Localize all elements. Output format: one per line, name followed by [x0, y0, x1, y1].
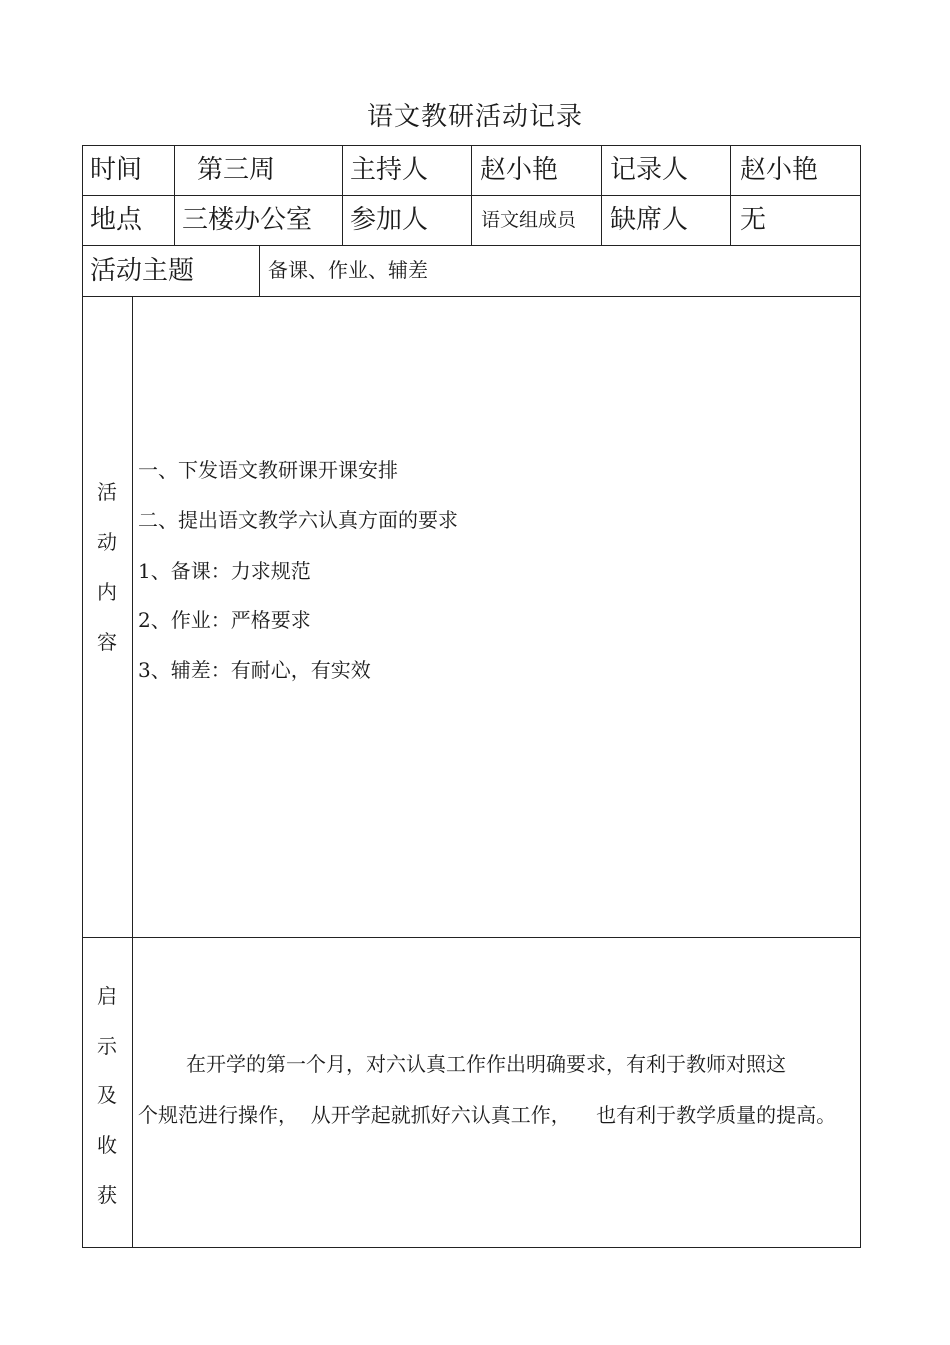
content-line: 2、作业：严格要求 — [138, 608, 311, 632]
column-divider — [342, 145, 343, 246]
insight-paragraph-line: 个规范进行操作， 从开学起就抓好六认真工作， 也有利于教学质量的提高。 — [138, 1103, 837, 1127]
row-divider — [82, 937, 861, 938]
absent-value: 无 — [740, 205, 767, 235]
row-divider — [82, 296, 861, 297]
theme-value: 备课、作业、辅差 — [268, 258, 428, 282]
participants-value: 语文组成员 — [481, 209, 577, 231]
content-line: 1、备课：力求规范 — [138, 559, 311, 583]
column-divider — [601, 145, 602, 246]
insight-label-char: 启 — [97, 984, 117, 1008]
theme-label: 活动主题 — [90, 256, 195, 286]
host-value: 赵小艳 — [480, 155, 559, 185]
document-title: 语文教研活动记录 — [366, 102, 583, 132]
insight-label-char: 收 — [97, 1133, 117, 1157]
column-divider — [471, 145, 472, 246]
insight-label-char: 示 — [97, 1034, 117, 1058]
recorder-label: 记录人 — [610, 155, 689, 185]
column-divider — [730, 145, 731, 246]
column-divider — [174, 145, 175, 246]
content-line: 一、下发语文教研课开课安排 — [138, 458, 398, 482]
time-label: 时间 — [90, 155, 143, 185]
content-label-char: 容 — [97, 630, 117, 654]
table-border-right — [860, 145, 861, 1248]
content-label-char: 动 — [97, 530, 117, 554]
content-label-char: 内 — [97, 580, 117, 604]
absent-label: 缺席人 — [610, 205, 689, 235]
recorder-value: 赵小艳 — [740, 155, 819, 185]
participants-label: 参加人 — [350, 205, 429, 235]
insight-label-char: 获 — [97, 1183, 117, 1207]
insight-paragraph-line: 在开学的第一个月，对六认真工作作出明确要求，有利于教师对照这 — [186, 1052, 786, 1076]
table-border-bottom — [82, 1247, 861, 1248]
content-line: 3、辅差：有耐心，有实效 — [138, 658, 371, 682]
content-line: 二、提出语文教学六认真方面的要求 — [138, 508, 458, 532]
host-label: 主持人 — [350, 155, 429, 185]
column-divider — [259, 245, 260, 297]
insight-label-char: 及 — [97, 1083, 117, 1107]
column-divider — [132, 296, 133, 1248]
time-value: 第三周 — [197, 155, 276, 185]
content-label-char: 活 — [97, 480, 117, 504]
place-label: 地点 — [90, 205, 143, 235]
place-value: 三楼办公室 — [182, 205, 313, 235]
